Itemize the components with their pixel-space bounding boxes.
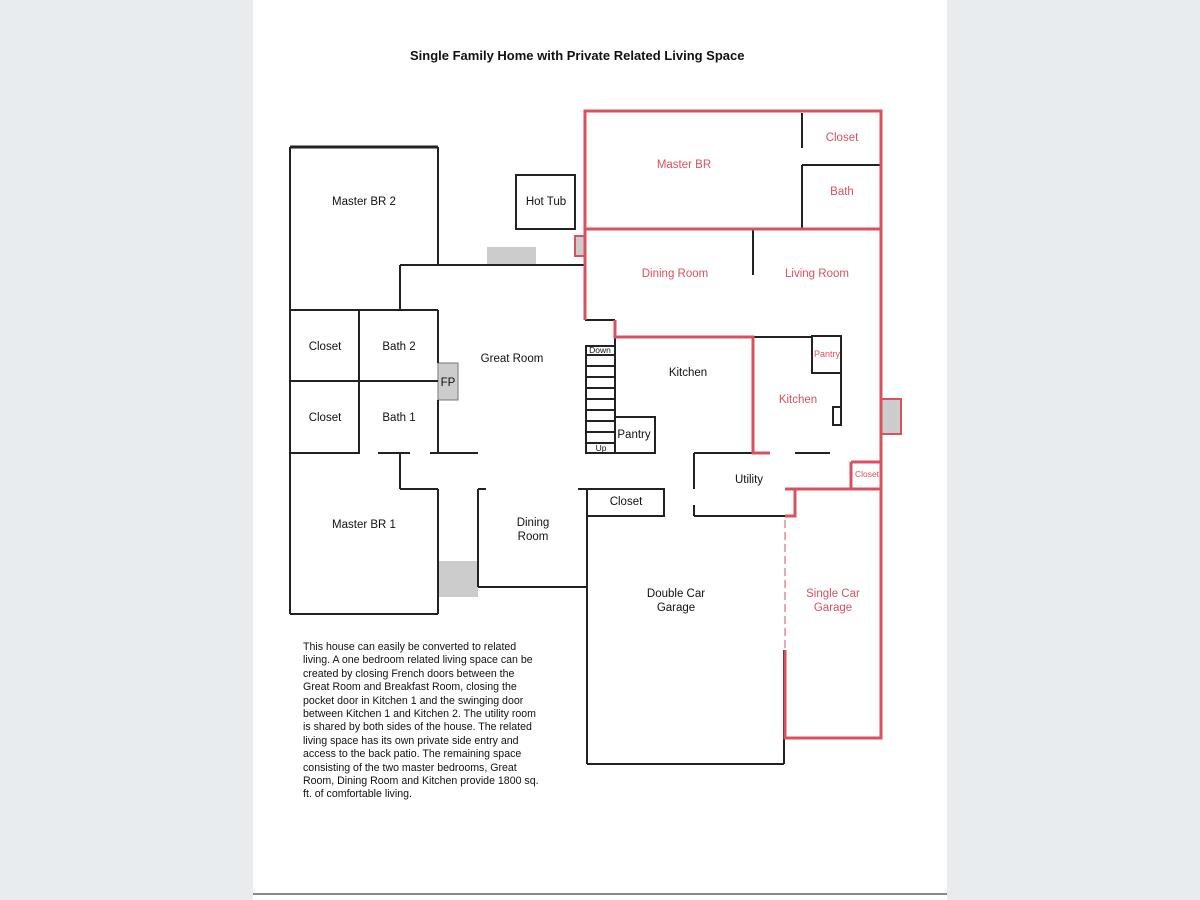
patio-step-fixture	[487, 247, 536, 265]
related-room-living-room: Living Room	[785, 268, 849, 280]
room-bath-2: Bath 2	[382, 341, 416, 353]
room-hot-tub: Hot Tub	[525, 196, 567, 208]
note-line: This house can easily be converted to related	[303, 641, 517, 653]
related-room-dining-room: Dining Room	[641, 268, 709, 280]
room-closet-lower: Closet	[308, 412, 342, 424]
note-line: access to the back patio. The remaining space	[303, 748, 522, 761]
room-bath-1: Bath 1	[382, 412, 416, 424]
room-pantry-main: Pantry	[617, 429, 651, 441]
note-line: Room, Dining Room and Kitchen provide 1800 sq.	[303, 775, 539, 788]
room-double-garage-line-2: Garage	[656, 602, 696, 614]
room-closet-garage: Closet	[609, 496, 643, 508]
stairs-down-label: Down	[589, 345, 611, 355]
note-line: pocket door in Kitchen 1 and the swinging door	[303, 694, 524, 707]
room-closet-upper: Closet	[308, 341, 342, 353]
note-line: ft. of comfortable living.	[303, 788, 412, 801]
note-line: living. A one bedroom related living space can be	[303, 654, 533, 667]
room-master-br-1: Master BR 1	[332, 519, 396, 531]
stairs-up-label: Up	[595, 443, 607, 453]
related-room-bath: Bath	[830, 186, 854, 198]
room-double-garage-line-1: Double Car	[646, 588, 706, 600]
room-dining-room-line-1: Dining	[516, 517, 550, 529]
note-line: created by closing French doors between the	[303, 667, 515, 680]
plan-title: Single Family Home with Private Related Living Space	[410, 48, 745, 63]
conversion-note	[303, 641, 563, 802]
related-room-single-garage-line-2: Garage	[813, 602, 853, 614]
note-line: between Kitchen 1 and Kitchen 2. The utility room	[303, 708, 537, 721]
related-room-closet-small: Closet	[854, 469, 880, 479]
related-room-master-br: Master BR	[656, 159, 712, 171]
fireplace-label: FP	[440, 377, 456, 389]
side-entry-step-fixture	[438, 561, 478, 597]
room-great-room: Great Room	[480, 353, 544, 365]
related-room-kitchen: Kitchen	[778, 394, 818, 406]
room-utility: Utility	[734, 474, 764, 486]
related-side-step-fixture	[881, 399, 901, 434]
room-kitchen-main: Kitchen	[668, 367, 708, 379]
note-line: is shared by both sides of the house. The related	[303, 721, 532, 734]
related-room-single-garage-line-1: Single Car	[806, 588, 860, 600]
fixtures	[438, 236, 901, 597]
related-room-closet: Closet	[825, 132, 859, 144]
note-line: consisting of the two master bedrooms, Great	[303, 761, 517, 774]
room-dining-room-line-2: Room	[517, 531, 549, 543]
related-room-pantry: Pantry	[813, 349, 841, 359]
note-line: living space has its own private side entry and	[303, 734, 519, 747]
note-line: Great Room and Breakfast Room, closing the	[303, 681, 517, 694]
room-master-br-2: Master BR 2	[332, 196, 396, 208]
